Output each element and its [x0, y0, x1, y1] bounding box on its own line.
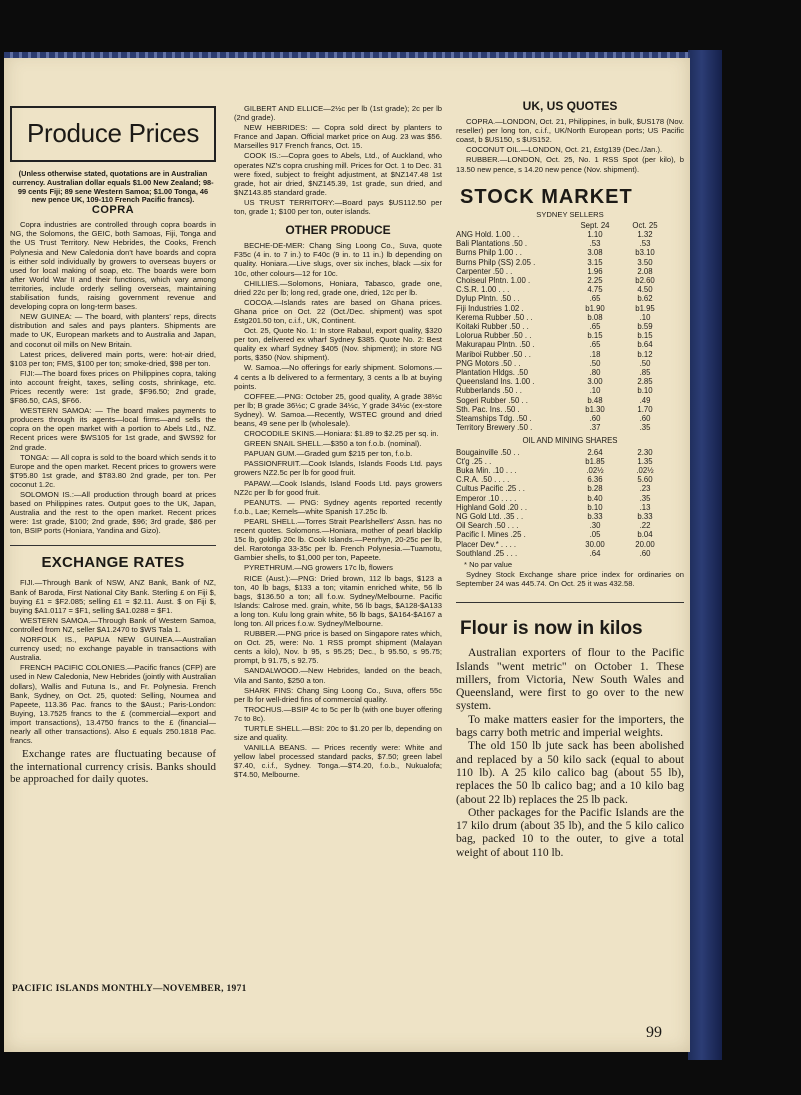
paragraph: Latest prices, delivered main ports, were: hot-air dried, $103 per ton; FMS, $100 per ton; smoke-dried, $98 per ton.	[10, 349, 216, 368]
table-row	[456, 448, 684, 457]
paragraph: WESTERN SAMOA: — The board makes payments to producers through its agents—local firms—and sells the copra on the open market with a portion to Abels Ltd., NZ. Recent prices were $WS105 for 1st grade, and $WS92 for 2nd grade.	[10, 406, 216, 452]
price-cell: b.28	[587, 484, 603, 494]
paragraph: Australian exporters of flour to the Pacific Islands "went metric" on October 1. These millers, from Victoria, New South Wales and Queensland, were first to go over to the new system.	[456, 646, 684, 713]
paragraph: GREEN SNAIL SHELL.—$350 a ton f.o.b. (nominal).	[244, 439, 422, 449]
company-name: C.S.R. 1.00 . . .	[456, 285, 510, 295]
table-row	[456, 331, 684, 340]
paragraph: COPRA.—LONDON, Oct. 21, Philippines, in bulk, $US178 (Nov. reseller) per long ton, c.i.f., UK/North European ports; US Pacific coast, b $US150, s $US152.	[456, 117, 684, 145]
company-name: Koitaki Rubber .50 . .	[456, 321, 529, 331]
company-name: Rubberlands .50 . .	[456, 386, 522, 396]
date-column-2: Oct. 25	[632, 220, 658, 230]
column-left	[10, 100, 216, 786]
column-middle	[234, 104, 442, 781]
price-cell: 6.36	[587, 475, 603, 485]
company-name: Bougainville .50 . .	[456, 447, 520, 457]
paragraph: CHILLIES.—Solomons, Honiara, Tabasco, grade one, dried 22c per lb; long red, grade one, dried, 12c per lb.	[234, 278, 442, 297]
price-cell: 1.35	[637, 456, 653, 466]
price-cell: .80	[589, 368, 601, 377]
price-cell: 1.32	[637, 229, 653, 239]
price-cell: b.62	[637, 294, 653, 304]
company-name: Burns Philp (SS) 2.05 .	[456, 257, 536, 267]
paragraph: TONGA: — All copra is sold to the board which sends it to Europe and the open market. Recent prices to growers were $T95.80 1st grade, and $T83.80 2nd grade, per ton. Per coconut 1.2c.	[10, 452, 216, 489]
price-cell: b.33	[587, 511, 603, 521]
price-cell: 2.64	[587, 447, 603, 457]
paragraph: Oct. 25, Quote No. 1: In store Rabaul, export quality, $320 per ton, delivered ex wharf Sydney $385. Quote No. 2: Best quality ex wharf Sydney $405 (Nov. shipment); in store NG ports, $350 (Nov. shipment).	[234, 326, 442, 363]
company-name: NG Gold Ltd. .35 . .	[456, 511, 524, 521]
table-row	[456, 294, 684, 303]
company-name: Sth. Pac. Ins. .50 .	[456, 404, 520, 414]
table-row	[456, 285, 684, 294]
section-divider	[10, 545, 216, 546]
price-cell: .35	[639, 493, 651, 503]
price-cell: .13	[639, 502, 651, 512]
paragraph: PASSIONFRUIT.—Cook Islands, Islands Foods Ltd. pays growers NZ2.5c per lb for good fruit.	[234, 459, 442, 478]
company-name: C.R.A. .50 . . . .	[456, 475, 510, 485]
uk-us-quotes-section	[456, 117, 684, 174]
table-row	[456, 267, 684, 276]
table-row	[456, 396, 684, 405]
copra-section	[10, 220, 216, 535]
price-cell: b.64	[637, 340, 653, 350]
company-name: Oil Search .50 . . .	[456, 521, 519, 531]
page-number: 99	[646, 1024, 662, 1041]
table-row	[456, 549, 684, 558]
oil-mining-table	[456, 448, 684, 558]
table-row	[456, 276, 684, 285]
price-cell: b1.30	[585, 404, 605, 414]
price-cell: b.10	[587, 502, 603, 512]
table-row	[456, 475, 684, 484]
section-divider	[456, 602, 684, 603]
top-decorative-rule	[4, 52, 690, 58]
table-row	[456, 530, 684, 539]
price-cell: .22	[639, 521, 651, 531]
table-row	[456, 521, 684, 530]
price-cell: .53	[589, 239, 601, 249]
price-cell: .37	[589, 423, 601, 433]
price-cell: 4.50	[637, 285, 653, 295]
company-name: Pacific I. Mines .25 .	[456, 530, 526, 540]
stock-market-subheading: SYDNEY SELLERS	[536, 209, 604, 219]
paragraph: Copra industries are controlled through copra boards in NG, the Solomons, the GEIC, both Samoas, Fiji, Tonga and the US Trust Territory. New Hebrides, the Cooks, French Polynesia and New Caledonia don't have boards and copra is either sold individually by growers to overseas buyers or used for local making of soap, etc. The boards were born after World War II and their functions, which vary among territories, include orderly selling overseas, maintaining stabilisation funds, raising government revenue and developing copra on long-term bases.	[10, 220, 216, 312]
paragraph: PAPAW.—Cook Islands, Island Foods Ltd. pays growers NZ2c per lb for good fruit.	[234, 478, 442, 497]
price-cell: 1.10	[587, 229, 603, 239]
price-cell: .30	[589, 521, 601, 531]
paragraph: FIJI:—The board fixes prices on Philippines copra, taking into account freight, taxes, selling costs, shrinkage, etc. Prices recently were: 1st grade, $F96.50; 2nd grade, $F86.50, CAS, $F66.	[10, 368, 216, 406]
price-cell: .10	[639, 312, 651, 322]
price-cell: b.15	[587, 331, 603, 341]
table-row	[456, 512, 684, 521]
paragraph: TROCHUS.—BSIP 4c to 5c per lb (with one buyer offering 7c to 8c).	[234, 704, 442, 723]
price-cell: b1.95	[635, 303, 655, 313]
paragraph: W. Samoa.—No offerings for early shipment. Solomons.—4 cents a lb delivered to a fermentary, 3 cents a lb at buying points.	[234, 363, 442, 391]
paragraph: COCOA.—Islands rates are based on Ghana prices. Ghana price on Oct. 22 (Oct./Dec. shipment) was spot £stg201.50 ton, c.i.f., UK, Continent.	[234, 297, 442, 325]
table-row	[456, 484, 684, 493]
table-row	[456, 230, 684, 239]
price-cell: b.04	[637, 530, 653, 540]
price-cell: .35	[639, 423, 651, 433]
other-produce-heading: OTHER PRODUCE	[285, 223, 391, 238]
price-cell: .65	[589, 321, 601, 331]
exchange-rates-heading: EXCHANGE RATES	[41, 554, 185, 572]
company-name: Lolorua Rubber .50 . .	[456, 331, 532, 341]
paragraph: NEW GUINEA: — The board, with planters' reps, directs distribution and sales and pays planters. Shipments are made to UK, European markets and to Australia and Japan, and coconut oil mills on New Britain.	[10, 312, 216, 349]
price-cell: 3.50	[637, 257, 653, 267]
price-cell: 4.75	[587, 285, 603, 295]
price-cell: .65	[589, 340, 601, 350]
price-cell: .53	[639, 239, 651, 249]
company-name: Territory Brewery .50 .	[456, 423, 533, 433]
price-cell: .65	[589, 294, 601, 304]
price-cell: .50	[589, 358, 601, 368]
price-cell: .02½	[586, 465, 604, 475]
price-cell: 1.96	[587, 266, 603, 276]
table-row	[456, 340, 684, 349]
paragraph: COCONUT OIL.—LONDON, Oct. 21, £stg139 (Dec./Jan.).	[466, 145, 663, 155]
price-cell: b1.85	[585, 456, 605, 466]
company-name: Highland Gold .20 . .	[456, 502, 528, 512]
exchange-rates-section	[10, 578, 216, 745]
company-name: Bali Plantations .50 .	[456, 239, 528, 249]
price-cell: 2.08	[637, 266, 653, 276]
price-cell: b.08	[587, 312, 603, 322]
price-cell: b.59	[637, 321, 653, 331]
price-cell: .64	[589, 548, 601, 558]
paragraph: US TRUST TERRITORY:—Board pays $US112.50 per ton, grade 1; $100 per ton, outer islands.	[234, 197, 442, 217]
paragraph: FIJI.—Through Bank of NSW, ANZ Bank, Bank of NZ, Bank of Baroda, First National City Bank. Sterling £ on Fiji $, buying £1 = $F2.085; selling £1 = $2.11. Aust. $ on Fiji $, buying $A1.0117 = $F1, selling $A1.0288 = $F1.	[10, 578, 216, 615]
stock-table	[456, 230, 684, 432]
table-row	[456, 359, 684, 368]
price-cell: b.48	[587, 395, 603, 405]
price-cell: b.33	[637, 511, 653, 521]
company-name: Mariboi Rubber .50 . .	[456, 349, 531, 359]
price-cell: .23	[639, 484, 651, 494]
magazine-binding	[688, 50, 722, 1060]
no-par-note: * No par value	[464, 559, 513, 569]
price-cell: 1.70	[637, 404, 653, 414]
exchange-note: Exchange rates are fluctuating because of the international currency crisis. Banks should be approached for daily quotes.	[10, 748, 216, 786]
table-row	[456, 414, 684, 423]
company-name: Carpenter .50 . .	[456, 266, 513, 276]
paragraph: COOK IS.:—Copra goes to Abels, Ltd., of Auckland, who operates NZ's copra crushing mill. Prices for Oct. 1 to Dec. 31 were fixed, subject to freight adjustment, at $NZ147.48 1st grade, hot air dried, $NZ145.39, 1st grade, sun dried, and $NZ143.85 standard grade.	[234, 151, 442, 197]
price-cell: .02½	[636, 465, 654, 475]
paragraph: To make matters easier for the importers, the bags carry both metric and imperial weights.	[456, 712, 684, 740]
price-cell: .60	[639, 414, 651, 424]
price-cell: 20.00	[635, 539, 655, 549]
table-row	[456, 494, 684, 503]
table-row	[456, 423, 684, 432]
table-row	[456, 368, 684, 377]
company-name: Fiji Industries 1.02 .	[456, 303, 524, 313]
oil-mining-heading: OIL AND MINING SHARES	[522, 436, 618, 446]
magazine-page	[4, 52, 690, 1052]
paragraph: NORFOLK IS., PAPUA NEW GUINEA.—Australian currency used; no exchange payable in transactions with Australia.	[10, 635, 216, 663]
price-cell: .18	[589, 349, 601, 359]
paragraph: Other packages for the Pacific Islands are the 17 kilo drum (about 35 lb), and the 5 kilo calico bag, packed 10 to the outer, to give a total weight of about 110 lb.	[456, 805, 684, 859]
paragraph: RUBBER.—LONDON, Oct. 25, No. 1 RSS Spot (per kilo), b 13.50 new pence, s 14.20 new pence (Nov. shipment).	[456, 155, 684, 174]
company-name: PNG Motors .50 . .	[456, 358, 521, 368]
paragraph: SOLOMON IS.:—All production through board at prices based on Philippines rates. Output goes to the UK, Japan, Australia and the rest to the open market. Recent prices were: 1st grade, $100; 2nd grade, $96; 3rd grade, $86 per ton, BSIP ports (Honiara, Yandina and Gizo).	[10, 490, 216, 536]
company-name: Buka Min. .10 . . .	[456, 465, 517, 475]
table-row	[456, 405, 684, 414]
flour-heading: Flour is now in kilos	[460, 618, 643, 640]
paragraph: COFFEE.—PNG: October 25, good quality, A grade 38½c per lb; B grade 36½c; C grade 34½c, Y grade 34½c (ex-store Sydney). W. Samoa.—Recently, WSTEC ground and dried beans, 49 sene per lb (wholesale).	[234, 391, 442, 428]
company-name: Emperor .10 . . . .	[456, 493, 517, 503]
date-column-1: Sept. 24	[580, 220, 610, 230]
company-name: Sogeri Rubber .50 . .	[456, 395, 528, 405]
flour-article	[456, 646, 684, 859]
copra-heading: COPRA	[91, 204, 135, 217]
paragraph: VANILLA BEANS. — Prices recently were: White and yellow label processed standard packs, $7.50; green label $7.40, c.i.f., Sydney. Tonga.—$T4.20, f.o.b., Nukualofa; $T4.50, Melbourne.	[234, 743, 442, 780]
price-cell: b2.60	[635, 275, 655, 285]
page-title: Produce Prices	[26, 118, 200, 148]
paragraph: The old 150 lb jute sack has been abolished and replaced by a 50 kilo sack (equal to about 110 lb). A 25 kilo calico bag (about 55 lb), replaces the 50 lb calico bag; and a 10 kilo bag (about 22 lb) replaces the 25 lb pack.	[456, 739, 684, 806]
table-row	[456, 313, 684, 322]
company-name: Kerema Rubber .50 . .	[456, 312, 533, 322]
paragraph: BECHE-DE-MER: Chang Sing Loong Co., Suva, quote F35c (4 in. to 7 in.) to F40c (9 in. to 11 in.) lb depending on quality. Honiara.—Live slugs, over six inches, black —six for 10c, other colours—12 for 10c.	[234, 241, 442, 278]
company-name: Southland .25 . . .	[456, 548, 518, 558]
company-name: Dylup Plntn. .50 . .	[456, 294, 520, 304]
paragraph: PAPUAN GUM.—Graded gum $215 per ton, f.o.b.	[244, 449, 413, 459]
paragraph: SANDALWOOD.—New Hebrides, landed on the beach, Vila and Santo, $250 a ton.	[234, 666, 442, 685]
paragraph: RUBBER.—PNG price is based on Singapore rates which, on Oct. 25, were: No. 1 RSS prompt shipment (Malayan cents a kilo), Nov. b 95, s 95.25; Dec., b 95.50, s 95.75; prompt, b 91.75, s 92.75.	[234, 629, 442, 666]
table-row	[456, 248, 684, 257]
price-cell: b.12	[637, 349, 653, 359]
paragraph: PYRETHRUM.—NG growers 17c lb, flowers	[244, 563, 393, 573]
price-cell: .85	[639, 368, 651, 377]
price-cell: .50	[639, 358, 651, 368]
paragraph: CROCODILE SKINS.—Honiara: $1.89 to $2.25 per sq. in.	[244, 429, 439, 439]
price-cell: b.15	[637, 331, 653, 341]
price-cell: b.40	[587, 493, 603, 503]
company-name: Placer Dev.* . . . .	[456, 539, 517, 549]
paragraph: RICE (Aust.):—PNG: Dried brown, 112 lb bags, $123 a ton, 40 lb bags, $133 a ton; vitamin enriched white, 56 lb bags, $136.50 a ton; all f.o.w. Sydney/Melbourne. Pacific Islands: Calrose med. grain, white, 56 lb bags, $A128-$A133 a long ton. Kulu long grain white, 56 lb bags, $A164-$A167 a long ton. All prices f.o.w. Sydney/Melbourne.	[234, 573, 442, 628]
company-name: Makurapau Plntn. .50 .	[456, 340, 535, 350]
price-cell: 30.00	[585, 539, 605, 549]
table-row	[456, 540, 684, 549]
price-cell: .05	[589, 530, 601, 540]
paragraph: SHARK FINS: Chang Sing Loong Co., Suva, offers 55c per lb for well-dried fins of commercial quality.	[234, 685, 442, 704]
price-cell: 5.60	[637, 475, 653, 485]
company-name: Burns Philp 1.00 . .	[456, 248, 522, 258]
price-cell: 3.15	[587, 257, 603, 267]
paragraph: PEANUTS. — PNG: Sydney agents reported recently f.o.b., Lae; Kernels—white Spanish 17.25c lb.	[234, 497, 442, 516]
paragraph: FRENCH PACIFIC COLONIES.—Pacific francs (CFP) are used in New Caledonia, New Hebrides (jointly with Australian dollars), Wallis and Futuna Is., and Fr. Polynesia. French Bank, Sydney, on Oct. 25, quoted: Selling, Noumea and Papeete, 113.36 Pac. francs to the $Aust.; Paris-London: Buying, 13.7525 francs to the £ (commercial—export and import transactions), 13.4750 francs to the £ (financial—nearly all other transactions). Also £ equals 250.1818 Pac. francs.	[10, 663, 216, 746]
company-name: Queensland Ins. 1.00 .	[456, 377, 535, 387]
table-row	[456, 503, 684, 512]
other-produce-section	[234, 241, 442, 779]
column-right	[456, 99, 684, 859]
company-name: Steamships Tdg. .50 .	[456, 414, 532, 424]
company-name: Cultus Pacific .25 . .	[456, 484, 525, 494]
price-cell: b.10	[637, 386, 653, 396]
price-cell: 3.08	[587, 248, 603, 258]
copra-continued-section	[234, 104, 442, 216]
company-name: ANG Hold. 1.00 . .	[456, 229, 520, 239]
price-cell: b3.10	[635, 248, 655, 258]
table-row	[456, 386, 684, 395]
paragraph: WESTERN SAMOA.—Through Bank of Western Samoa, controlled from NZ, seller $A1.2470 to $WS Tala 1.	[10, 615, 216, 634]
price-cell: 2.85	[637, 377, 653, 387]
price-cell: b1.90	[585, 303, 605, 313]
price-cell: .60	[589, 414, 601, 424]
company-name: Choiseul Plntn. 1.00 .	[456, 275, 531, 285]
table-row	[456, 239, 684, 248]
table-row	[456, 457, 684, 466]
page-footer: PACIFIC ISLANDS MONTHLY—NOVEMBER, 1971	[12, 984, 247, 994]
price-cell: 3.00	[587, 377, 603, 387]
paragraph: NEW HEBRIDES: — Copra sold direct by planters to France and Japan. Official market price on Aug. 23 was $56. Marseilles 917 French francs, Oct. 15.	[234, 123, 442, 151]
table-row	[456, 350, 684, 359]
price-cell: 2.30	[637, 447, 653, 457]
price-cell: .10	[589, 386, 601, 396]
table-row	[456, 377, 684, 386]
table-row	[456, 304, 684, 313]
table-row	[456, 466, 684, 475]
paragraph: GILBERT AND ELLICE—2½c per lb (1st grade); 2c per lb (2nd grade).	[234, 104, 442, 123]
table-row	[456, 258, 684, 267]
paragraph: PEARL SHELL.—Torres Strait Pearlshellers' Assn. has no recent quotes. Solomons.—Honiara, mother of pearl blacklip 15c lb, goldlip 20c lb. Cook Islands.—Penrhyn, 20-25c per lb, del. Rarotonga 33-35c per lb. French Polynesia.—Tuamotu, Gambier shells, to $1,000 per ton, Papeete.	[234, 516, 442, 563]
stock-market-heading: STOCK MARKET	[460, 185, 633, 208]
index-note: Sydney Stock Exchange share price index for ordinaries on September 24 was 445.74. On Oct. 25 it was 432.58.	[456, 570, 684, 589]
price-cell: 2.25	[587, 275, 603, 285]
paragraph: TURTLE SHELL.—BSI: 20c to $1.20 per lb, depending on size and quality.	[234, 724, 442, 743]
company-name: Ct'g .25 . .	[456, 456, 492, 466]
company-name: Plantation Hldgs. .50	[456, 368, 528, 377]
table-row	[456, 322, 684, 331]
price-cell: .49	[639, 395, 651, 405]
produce-prices-title-box	[10, 106, 216, 162]
price-cell: .60	[639, 548, 651, 558]
stock-table-header	[456, 221, 684, 230]
uk-us-quotes-heading: UK, US QUOTES	[522, 99, 618, 113]
currency-intro: (Unless otherwise stated, quotations are in Australian currency. Australian dollar equals $1.00 New Zealand; 98-99 cents Fiji; 89 sene Western Samoa; $1.00 Tonga, 46 new pence UK, 109-110 French Pacific francs).	[12, 169, 214, 205]
